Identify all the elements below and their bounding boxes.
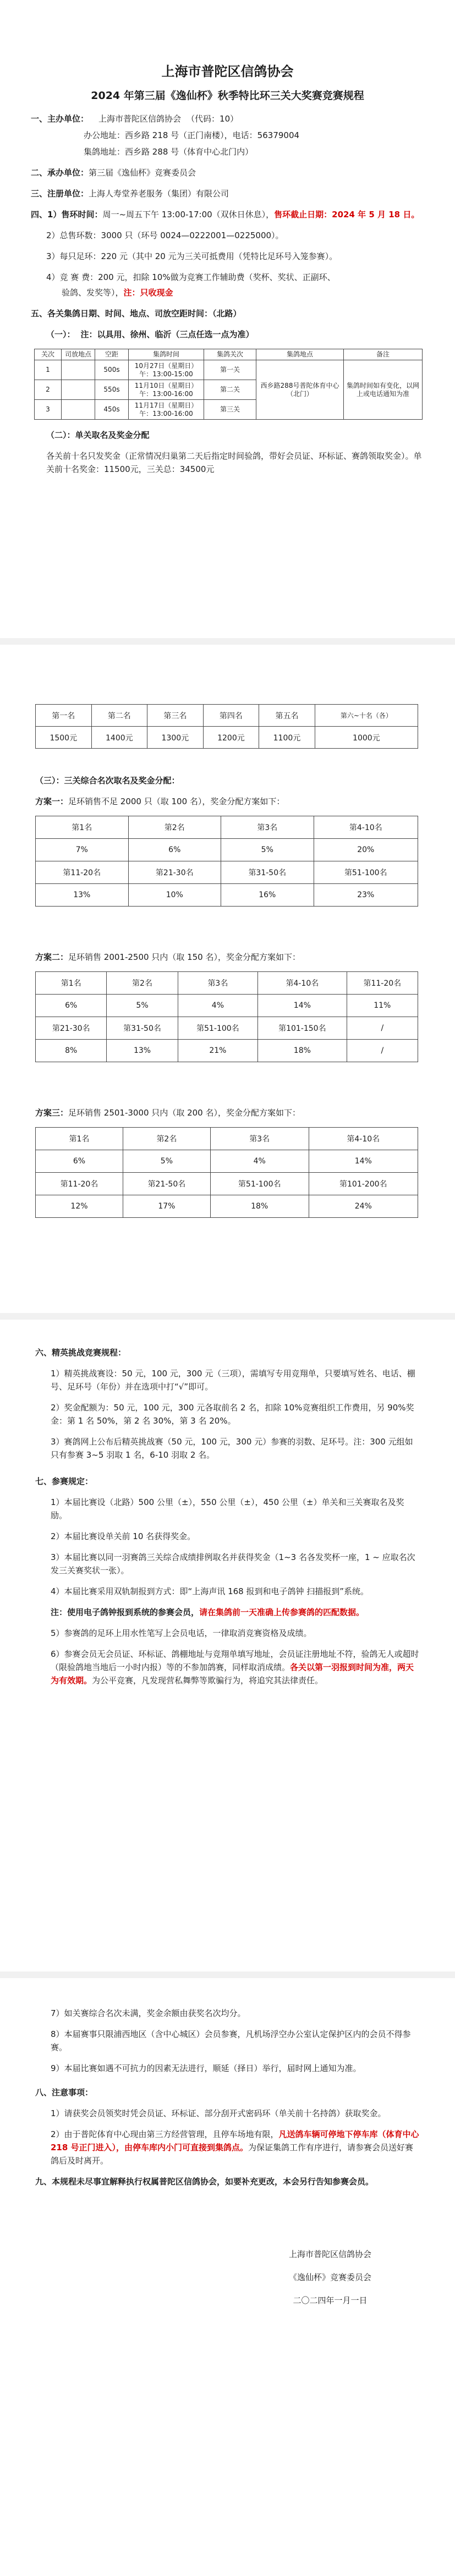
plan2-desc (35, 951, 420, 964)
collect-address (31, 145, 424, 158)
plan1-label: 方案一： (35, 797, 69, 806)
plan3-table (35, 1127, 418, 1218)
sale-time (31, 208, 424, 221)
prize-value: 1400元 (91, 727, 147, 749)
cell: 6% (36, 1150, 123, 1173)
elite-item-2: 2）奖金配额为：50 元，100 元，300 元各取前名 2 名，扣除 10%竞赛组织工作费用，另 90%奖金：第 1 名 50%，第 2 名 30%，第 3 名 20%。 (51, 1403, 414, 1426)
cell: 24% (309, 1195, 418, 1218)
cell: 18% (258, 1040, 347, 1062)
office-label: 办公地址： (84, 130, 125, 140)
combo-head: （三）：三关综合名次取名及奖金分配： (35, 776, 180, 786)
table-row (36, 1150, 418, 1173)
elite-item-3: 3）赛鸽网上公布后精英挑战赛（50 元，100 元，300 元）参赛的羽数、足环号。注：300 元组如只有参赛 3~5 羽取 1 名，6-10 羽取 2 名。 (51, 1437, 413, 1460)
stage-name: 第二关 (204, 380, 256, 400)
release-place (62, 360, 95, 380)
host-value: 第三届《逸仙杯》竞赛委员会 (89, 168, 196, 178)
rule-item-2: 2）本届比赛设单关前 10 名获得奖金。 (51, 1531, 196, 1541)
e-clock-note-red: 请在集鸽前一天准确上传参赛鸽的匹配数据。 (199, 1607, 365, 1617)
total-rings: 2）总售环数：3000 只（环号 0024—0222001—0225000）。 (46, 230, 284, 240)
prize-value: 1300元 (147, 727, 204, 749)
cell: 第2名 (107, 972, 178, 995)
th-collect-stage: 集鸽关次 (204, 349, 256, 360)
plan2-label: 方案二： (35, 952, 69, 962)
plan1-desc (35, 795, 420, 808)
rule-item-9: 9）本届比赛如遇不可抗力的因素无法进行，顺延（择日）举行，届时网上通知为准。 (51, 2063, 361, 2073)
route-label: （一）： (46, 329, 75, 339)
notice-item-2-text: 2）由于普陀体育中心现由第三方经营管理，且停车场地有限， (51, 2129, 279, 2139)
cell: 13% (36, 884, 129, 907)
plan3-text: 足环销售 2501-3000 只内（取 200 名），奖金分配方案如下： (68, 1108, 300, 1118)
cell: 13% (107, 1040, 178, 1062)
cell: 17% (123, 1195, 210, 1218)
prize-label-row (36, 705, 418, 727)
single-stage-prize-text: 各关前十名只发奖金（正常情况归巢第二天后指定时间验鸽，带好会员证、环标证、赛鸽领取奖金）。单关前十名奖金：11500元，三关总：34500元 (46, 451, 422, 474)
table-row (36, 995, 418, 1017)
stage-no: 1 (35, 360, 62, 380)
cell: 第3名 (210, 1128, 309, 1150)
prize-value: 1200元 (203, 727, 259, 749)
register-value: 上海人寿堂养老服务（集团）有限公司 (89, 189, 229, 199)
notice-item-2-red: 凡送鸽车辆可停地下停车库（体育中心 218 号正门进入），由停车库内小门可直接到集鸽点。 (51, 2129, 419, 2152)
cell: 第1名 (36, 972, 107, 995)
prize-value: 1100元 (259, 727, 315, 749)
prize-label: 第五名 (259, 705, 315, 727)
sign-committee: 《逸仙杯》竞赛委员会 (288, 2272, 371, 2282)
stage-collect-time: 11月17日（星期日）午：13:00-16:00 (129, 400, 204, 420)
cell: 第51-100名 (210, 1173, 309, 1195)
entry-fee-cont (31, 286, 424, 299)
plan2-text: 足环销售 2001-2500 只内（取 150 名），奖金分配方案如下： (68, 952, 300, 962)
cell: 第4-10名 (309, 1128, 418, 1150)
schedule-note: 集鸽时间如有变化，以网上或电话通知为准 (344, 360, 423, 420)
cell: 第11-20名 (36, 1173, 123, 1195)
rule-item-5: 5）参赛鸽的足环上用水性笔写上会员电话，一律取消竞赛资格及成绩。 (51, 1628, 312, 1638)
prize-label: 第三名 (147, 705, 204, 727)
entry-fee-tail: 验鸽、发奖等）， (62, 288, 124, 298)
th-remark: 备注 (344, 349, 423, 360)
doc-title: 上海市普陀区信鸽协会 (161, 64, 294, 79)
organizer-head: 一、主办单位： (31, 114, 89, 124)
cell: 第31-50名 (107, 1017, 178, 1040)
cell: 第21-50名 (123, 1173, 210, 1195)
cell: / (347, 1040, 418, 1062)
rule-item-4: 4）本届比赛采用双轨制报到方式：即“上海声讯 168 报到和电子鸽钟 扫描报到”系统。 (51, 1586, 369, 1596)
section-7-head: 七、参赛规定： (35, 1476, 94, 1486)
single-stage-prize-table (35, 704, 418, 749)
plan1-table (35, 816, 418, 907)
rule-item-1: 1）本届比赛设（北路）500 公里（±），550 公里（±），450 公里（±）单关和三关赛取名及奖励。 (51, 1497, 404, 1520)
cell: 14% (258, 995, 347, 1017)
cell: 第1名 (36, 816, 129, 839)
cell: 第4-10名 (314, 816, 418, 839)
section-9: 九、本规程未尽事宜解释执行权属普陀区信鸽协会，如要补充更改，本会另行告知参赛会员。 (35, 2177, 374, 2187)
single-stage-head: （二）：单关取名及奖金分配 (46, 430, 150, 440)
collect-label: 集鸽地址： (84, 147, 125, 157)
cell: 4% (178, 995, 257, 1017)
organizer-name: 上海市普陀区信鸽协会 (98, 114, 182, 124)
register-unit (31, 187, 424, 200)
sign-org: 上海市普陀区信鸽协会 (288, 2249, 371, 2259)
th-release-place: 司放地点 (62, 349, 95, 360)
notice-item-2 (35, 2128, 420, 2167)
cell: 第101-150名 (258, 1017, 347, 1040)
table-row (36, 884, 418, 907)
cell: 第2名 (128, 816, 221, 839)
cell: 21% (178, 1040, 257, 1062)
page-1 (0, 0, 455, 638)
stage-no: 2 (35, 380, 62, 400)
section-6-head: 六、精英挑战竞赛规程： (35, 1348, 127, 1358)
th-distance: 空距 (95, 349, 129, 360)
route-note (31, 328, 424, 341)
cell: 14% (309, 1150, 418, 1173)
table-row (36, 1128, 418, 1150)
cell: 第4-10名 (258, 972, 347, 995)
cell: 6% (128, 839, 221, 861)
th-stage-no: 关次 (35, 349, 62, 360)
cell: 10% (128, 884, 221, 907)
entry-fee: 4）竞 赛 费：200 元，扣除 10%做为竞赛工作辅助费（奖杯、奖状、正副环、 (46, 272, 336, 282)
cell: 第3名 (221, 816, 314, 839)
th-collect-time: 集鸽时间 (129, 349, 204, 360)
plan1-text: 足环销售不足 2000 只（取 100 名），奖金分配方案如下： (68, 797, 285, 806)
table-row (36, 816, 418, 839)
plan3-label: 方案三： (35, 1108, 69, 1118)
host-unit (31, 166, 424, 179)
cash-only-note: 注：只收现金 (123, 288, 173, 298)
cell: 12% (36, 1195, 123, 1218)
prize-value-row (36, 727, 418, 749)
register-head: 三、注册单位： (31, 189, 89, 199)
cell: 第51-100名 (314, 861, 418, 884)
sale-time-value: 周一~周五下午 13:00-17:00（双休日休息）， (102, 210, 275, 219)
cell: 23% (314, 884, 418, 907)
table-row (36, 1173, 418, 1195)
cell: 20% (314, 839, 418, 861)
cell: 11% (347, 995, 418, 1017)
cell: 第11-20名 (347, 972, 418, 995)
stage-no: 3 (35, 400, 62, 420)
cell: 5% (123, 1150, 210, 1173)
cell: 第1名 (36, 1128, 123, 1150)
table-row (36, 839, 418, 861)
stage-name: 第三关 (204, 400, 256, 420)
rule-item-6-red: 各关以第一羽报到时间为准，两天为有效期。 (51, 1662, 414, 1685)
cell: 6% (36, 995, 107, 1017)
cell: 第11-20名 (36, 861, 129, 884)
cell: 第21-30名 (36, 1017, 107, 1040)
cell: 7% (36, 839, 129, 861)
cell: 第3名 (178, 972, 257, 995)
rule-item-6-text: 6）参赛会员无会员证、环标证、鸽棚地址与竞翔单填写地址，会员证注册地址不符，验鸽无人或超时（限验鸽地当地后一小时内报）等的不参加鸽赛，同样取消成绩。 (51, 1649, 419, 1672)
release-place (62, 400, 95, 420)
schedule-header (35, 349, 423, 360)
cell: 第101-200名 (309, 1173, 418, 1195)
table-row (36, 861, 418, 884)
cell: 5% (107, 995, 178, 1017)
signature-block (259, 2248, 402, 2307)
cell: 8% (36, 1040, 107, 1062)
th-collect-place: 集鸽地点 (256, 349, 344, 360)
rule-item-7: 7）如关赛综合名次未满，奖金余额由获奖名次均分。 (51, 2008, 246, 2018)
cell: 5% (221, 839, 314, 861)
route-text: 注：以具用、徐州、临沂（三点任选一点为准） (80, 329, 254, 339)
page-4 (0, 1978, 455, 2576)
sign-date: 二〇二四年一月一日 (293, 2295, 368, 2305)
collect-value: 西乡路 288 号（体育中心北门内） (125, 147, 254, 157)
cell: 第51-100名 (178, 1017, 257, 1040)
cell: 第31-50名 (221, 861, 314, 884)
stage-collect-time: 10月27日（星期日）午：13:00-15:00 (129, 360, 204, 380)
plan2-table (35, 971, 418, 1062)
collect-place: 西乡路288号普陀体育中心（北门） (256, 360, 344, 420)
stage-name: 第一关 (204, 360, 256, 380)
rule-item-8: 8）本届赛事只限浦西地区（含中心城区）会员参赛，凡机场浮空办公室认定保护区内的会员不得参赛。 (51, 2029, 411, 2052)
plan3-desc (35, 1106, 420, 1119)
table-row (36, 1195, 418, 1218)
notice-item-1: 1）请获奖会员领奖时凭会员证、环标证、部分刮开式密码环（单关前十名持鸽）获取奖金。 (51, 2108, 386, 2118)
cell: 第2名 (123, 1128, 210, 1150)
cell: 第21-30名 (128, 861, 221, 884)
prize-value: 1500元 (36, 727, 92, 749)
stage-collect-time: 11月10日（星期日）午：13:00-16:00 (129, 380, 204, 400)
e-clock-note-pre: 注：使用电子鸽钟报到系统的参赛会员， (51, 1607, 200, 1617)
prize-label: 第六~十名（各） (315, 705, 418, 727)
stage-distance: 450s (95, 400, 129, 420)
sale-deadline: 售环截止日期：2024 年 5 月 18 日。 (274, 210, 420, 219)
page-3 (0, 1320, 455, 1971)
prize-label: 第一名 (36, 705, 92, 727)
cell: 16% (221, 884, 314, 907)
section-8-head: 八、注意事项： (35, 2088, 94, 2097)
rule-item-3: 3）本届比赛以同一羽赛鸽三关综合成绩排例取名并获得奖金（1~3 名各发奖杯一座，1 ~ 应取名次发三关赛奖状一张）。 (51, 1552, 415, 1575)
notice-item-2-tail: 为保证集鸽工作有序进行，请参赛会员送好赛鸽后及时离开。 (51, 2143, 414, 2166)
doc-subtitle: 2024 年第三届《逸仙杯》秋季特比环三关大奖赛竞赛规程 (91, 90, 364, 102)
office-address (31, 129, 424, 142)
cell: 4% (210, 1150, 309, 1173)
stage-distance: 550s (95, 380, 129, 400)
prize-label: 第二名 (91, 705, 147, 727)
rule-item-6-tail: 为公平竞赛，凡发现营私舞弊等欺骗行为，将追究其法律责任。 (92, 1676, 324, 1685)
office-value: 西乡路 218 号（正门南楼），电话：56379004 (125, 130, 300, 140)
host-head: 二、承办单位： (31, 168, 89, 178)
table-row (36, 1040, 418, 1062)
table-row (36, 972, 418, 995)
organizer-code: （代码：10） (187, 114, 239, 124)
cell: / (347, 1017, 418, 1040)
schedule-table (34, 349, 423, 420)
organizer-row (31, 112, 424, 125)
prize-label: 第四名 (203, 705, 259, 727)
section-5-head: 五、各关集鸽日期、时间、地点、司放空距时间：（北路） (31, 309, 242, 318)
cell: 18% (210, 1195, 309, 1218)
elite-item-1: 1）精英挑战赛设：50 元，100 元，300 元（三项），需填写专用竞翔单，只要填写姓名、电话、棚号、足环号（年份）并在选项中打“√”即可。 (51, 1369, 415, 1392)
ring-price: 3）每只足环：220 元（其中 20 元为三关可抵费用（凭特比足环号入笼参赛）。 (46, 251, 338, 261)
sale-head: 四、1）售环时间： (31, 210, 103, 219)
rule-e-clock-note (35, 1606, 420, 1619)
rule-item-6 (35, 1647, 420, 1687)
stage-distance: 500s (95, 360, 129, 380)
page-2 (0, 645, 455, 1313)
table-row (36, 1017, 418, 1040)
prize-value: 1000元 (315, 727, 418, 749)
release-place (62, 380, 95, 400)
schedule-row (35, 360, 423, 380)
